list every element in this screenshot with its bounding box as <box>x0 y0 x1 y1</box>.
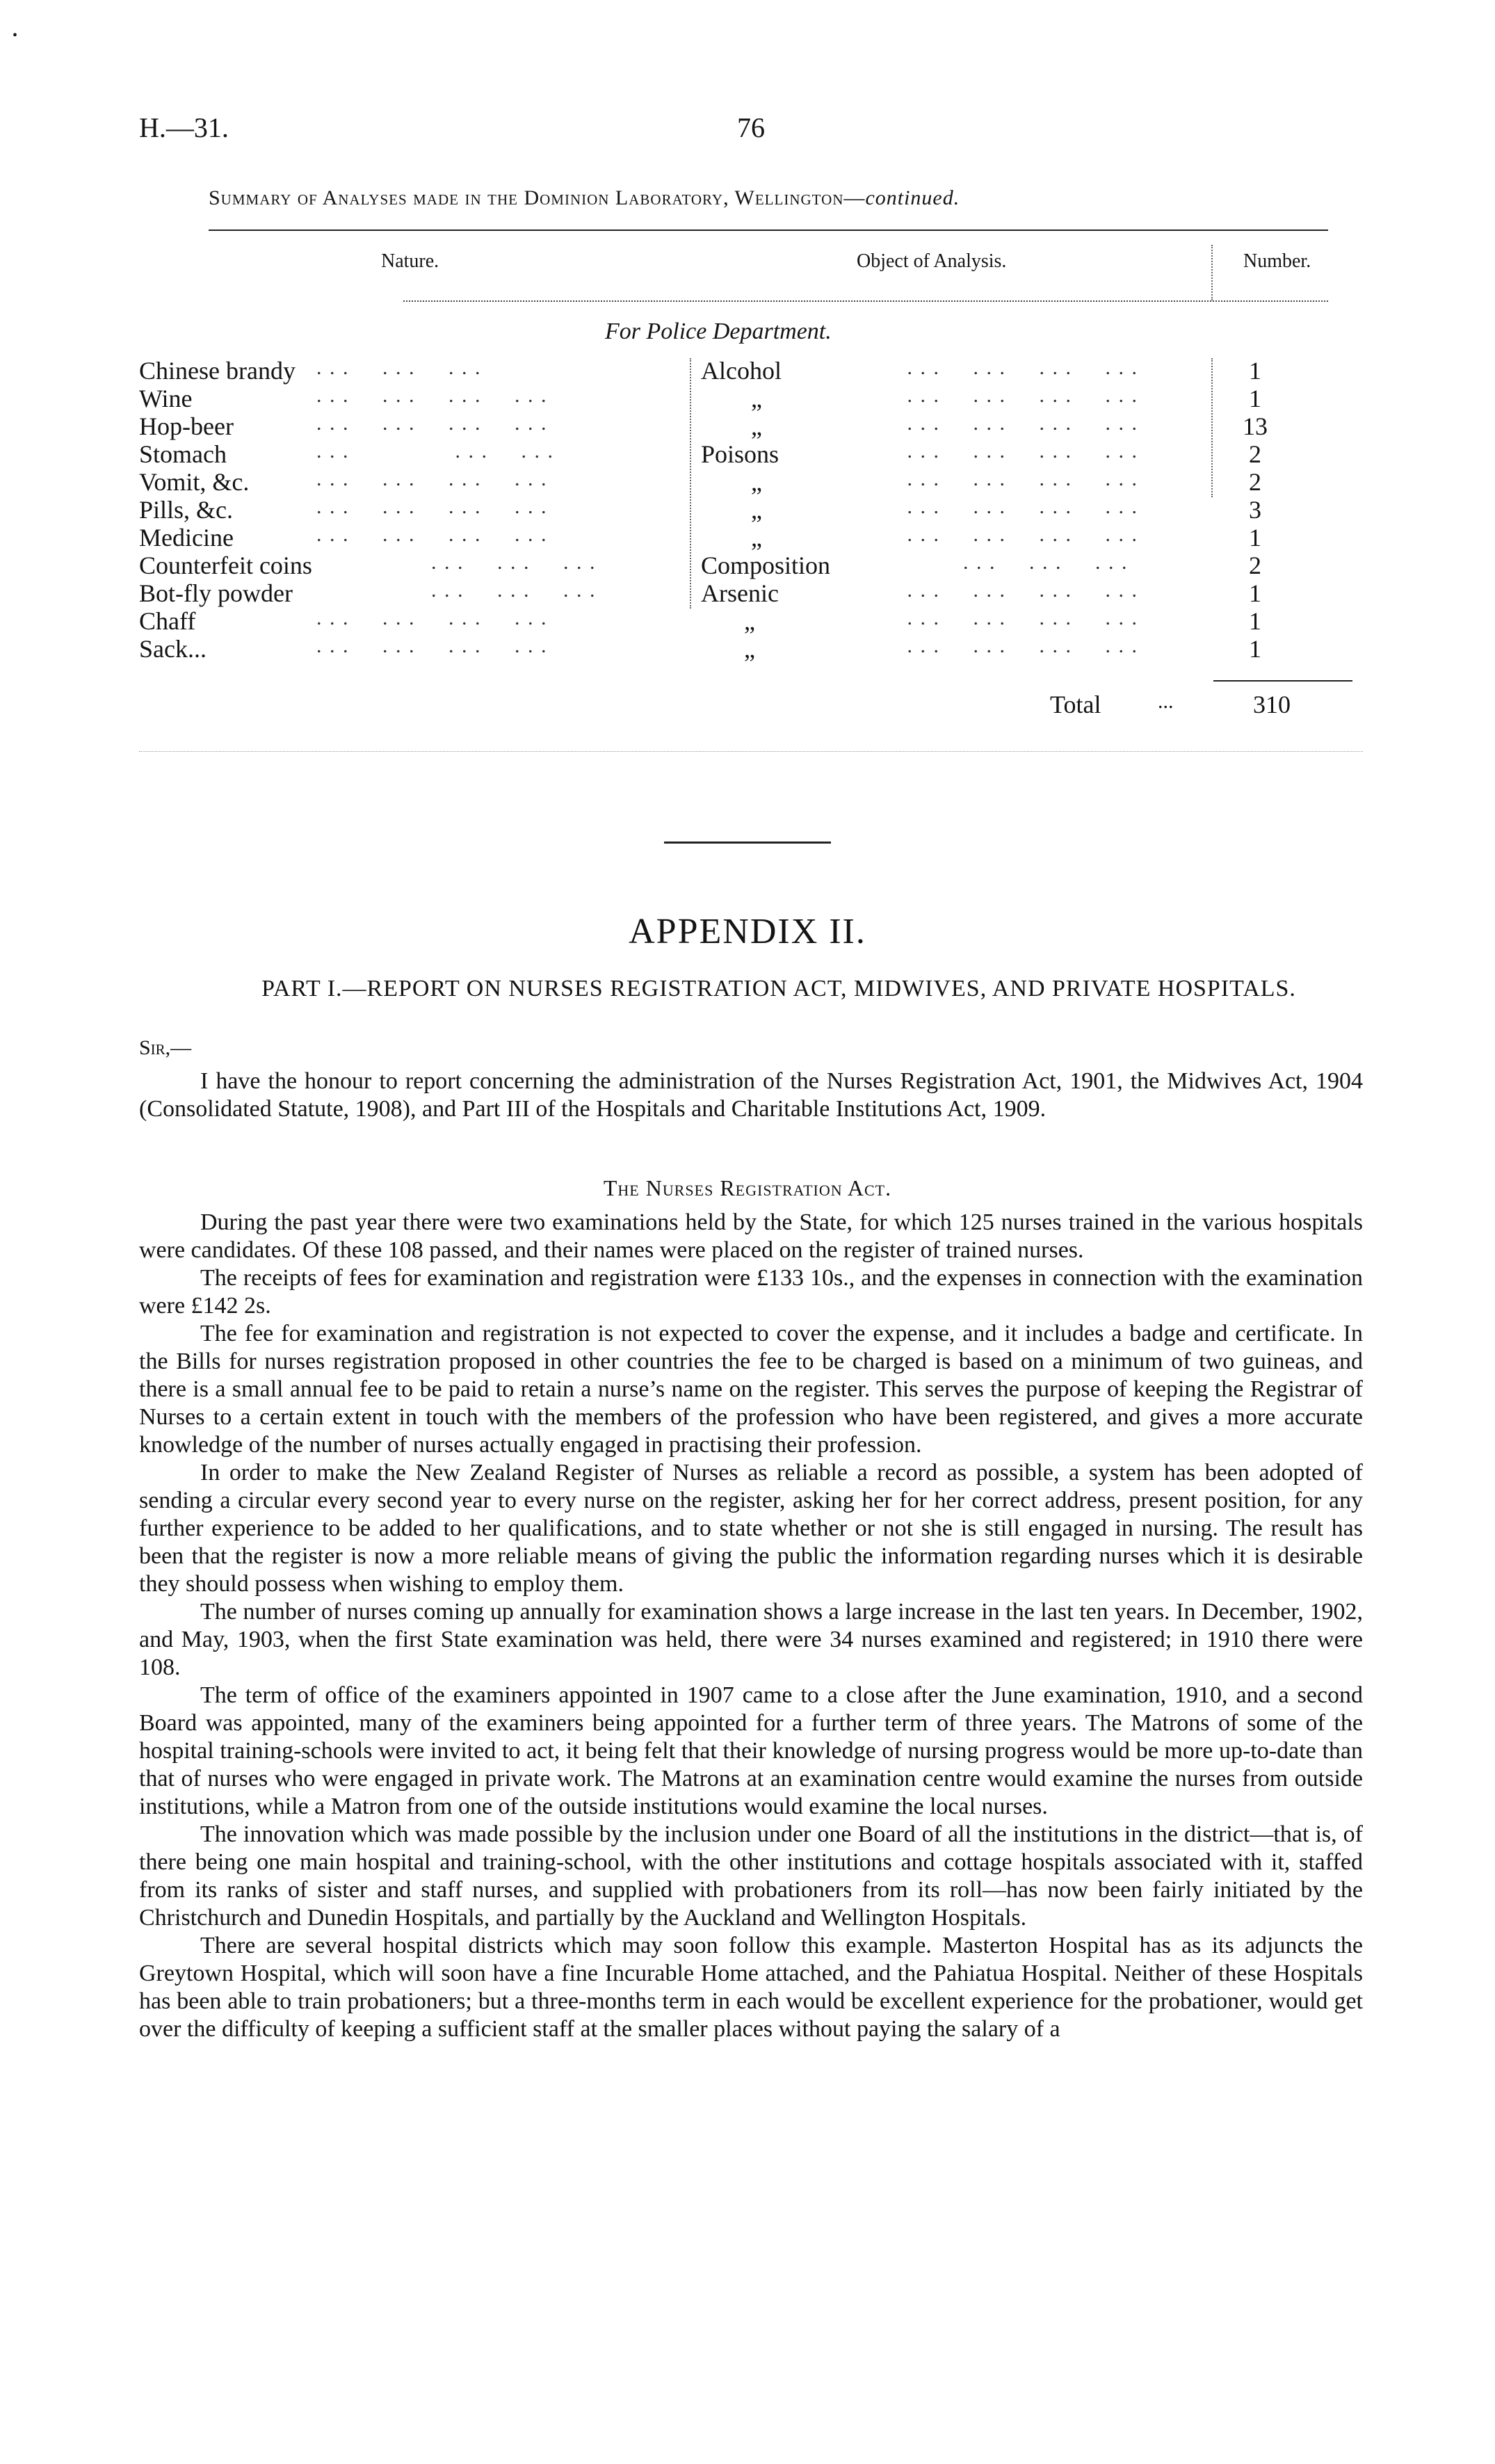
leader-dots: . . . . . . . . . . . . <box>834 634 1138 657</box>
section-divider <box>664 842 831 844</box>
object-cell: Alcohol <box>701 357 782 385</box>
leader-dots: . . . . . . . . . . . . <box>316 495 548 518</box>
leader-dots: . . . . . . . . . . . . <box>316 384 548 407</box>
table-row <box>139 440 1363 467</box>
number-cell: 2 <box>1249 440 1261 468</box>
nature-cell: Stomach <box>139 440 227 468</box>
table-row <box>139 579 1363 606</box>
table-row <box>139 551 1363 579</box>
leader-dots: . . . . . . . . . . . . <box>834 384 1138 407</box>
column-header-number: Number. <box>1243 250 1311 272</box>
header-rule <box>403 300 1328 302</box>
leader-dots: . . . . . . . . . . . . <box>834 412 1138 435</box>
leader-dots: . . . . . . . . . . . . <box>834 523 1138 546</box>
leader-dots: . . . . . . . . . . . . <box>316 606 548 629</box>
leader-dots: . . . . . . . . . . . . <box>834 606 1138 629</box>
table-top-rule <box>209 230 1328 231</box>
leader-dots: . . . . . . . . . . . . <box>316 523 548 546</box>
table-title-continued: continued. <box>865 186 960 209</box>
number-cell: 1 <box>1249 524 1261 551</box>
object-cell: „ <box>751 524 762 551</box>
table-row <box>139 523 1363 551</box>
table-title-main: Summary of Analyses made in the Dominion Laboratory, Wellington— <box>209 186 866 209</box>
nature-cell: Chinese brandy <box>139 357 296 385</box>
column-header-nature: Nature. <box>381 250 439 272</box>
object-cell: „ <box>751 496 762 524</box>
number-cell: 3 <box>1249 496 1261 524</box>
part-title: PART I.—REPORT ON NURSES REGISTRATION ACT, MIDWIVES, AND PRIVATE HOSPITALS. <box>261 976 1296 1001</box>
nature-cell: Counterfeit coins <box>139 551 312 579</box>
leader-dots: . . . . . . . . . <box>963 551 1129 574</box>
paragraph: The innovation which was made possible by the inclusion under one Board of all the institutions in the district—that is, of there being one main hospital and training-school, with the other institutions and cottage hospitals associated with it, staffed from its ranks of sister and staff nurses, and supplied with probationers from its roll—has now been fairly initiated by the Christchurch and Dunedin Hospitals, and partially by the Auckland and Wellington Hospitals. <box>139 1821 1363 1931</box>
number-cell: 1 <box>1249 357 1261 385</box>
table-title <box>209 186 1321 210</box>
total-rule <box>1213 680 1352 682</box>
paragraph: The term of office of the examiners appointed in 1907 came to a close after the June examination, 1910, and a second Board was appointed, many of the examiners being appointed for a further term of three years. The Matrons of some of the hospital training-schools were invited to act, it being felt that their knowledge of nursing progress would be more up-to-date than that of nurses who were engaged in private work. The Matrons at an examination centre would examine the nurses from outside institutions, while a Matron from one of the outside institutions would examine the local nurses. <box>139 1682 1363 1819</box>
table-row <box>139 467 1363 495</box>
nature-cell: Chaff <box>139 607 196 635</box>
table-row <box>139 384 1363 412</box>
table-row <box>139 412 1363 440</box>
paragraph: There are several hospital districts which may soon follow this example. Masterton Hospital has as its adjuncts the Greytown Hospital, which will soon have a fine Incurable Home attached, and the Pahiatua Hospital. Neither of these Hospitals has been able to train probationers; but a three-months term in each would be excellent experience for the probationer, would get over the difficulty of keeping a sufficient staff at the smaller places without paying the salary of a <box>139 1933 1363 2042</box>
number-cell: 2 <box>1249 551 1261 579</box>
leader-dots: . . . . . . . . . . . . <box>834 356 1138 379</box>
nature-cell: Wine <box>139 385 193 412</box>
report-body <box>139 1209 1363 2043</box>
paragraph: The number of nurses coming up annually for examination shows a large increase in the last ten years. In December, 1902, and May, 1903, when the first State examination was held, there were 34 nurses examined and registered; in 1910 there were 108. <box>139 1599 1363 1680</box>
section-heading: The Nurses Registration Act. <box>603 1175 892 1200</box>
total-leader-dots: ... <box>1158 690 1174 713</box>
leader-dots: . . . . . . . . . <box>316 356 482 379</box>
paragraph: During the past year there were two examinations held by the State, for which 125 nurses trained in the various hospitals were candidates. Of these 108 passed, and their names were placed on the register of trained nurses. <box>139 1209 1363 1263</box>
nature-cell: Pills, &c. <box>139 496 234 524</box>
margin-dot: • <box>13 28 18 43</box>
object-cell: Poisons <box>701 440 779 468</box>
faint-rule <box>139 751 1363 752</box>
number-cell: 1 <box>1249 385 1261 412</box>
leader-dots: . . . . . . . . . . . . <box>834 579 1138 602</box>
column-divider <box>1211 245 1213 300</box>
department-heading: For Police Department. <box>605 319 832 344</box>
nature-cell: Vomit, &c. <box>139 468 250 496</box>
table-row <box>139 606 1363 634</box>
number-cell: 2 <box>1249 468 1261 496</box>
table-row <box>139 634 1363 662</box>
leader-dots: . . . . . . . . . . . . <box>834 440 1138 462</box>
appendix-title: APPENDIX II. <box>629 912 866 951</box>
number-cell: 1 <box>1249 579 1261 607</box>
table-row <box>139 356 1363 384</box>
leader-dots: . . . . . . . . . . . . <box>316 467 548 490</box>
leader-dots: . . . . . . . . . <box>316 440 554 462</box>
total-value: 310 <box>1253 691 1291 718</box>
nature-cell: Sack... <box>139 635 207 663</box>
leader-dots: . . . . . . . . . . . . <box>834 495 1138 518</box>
leader-dots: . . . . . . . . . <box>431 551 597 574</box>
object-cell: „ <box>751 385 762 412</box>
object-cell: „ <box>744 635 755 663</box>
nature-cell: Bot-fly powder <box>139 579 293 607</box>
salutation: Sir,— <box>139 1036 192 1059</box>
table-row <box>139 495 1363 523</box>
paragraph: The receipts of fees for examination and registration were £133 10s., and the expenses in connection with the examination were £142 2s. <box>139 1265 1363 1319</box>
paragraph: The fee for examination and registration is not expected to cover the expense, and it includes a badge and certificate. In the Bills for nurses registration proposed in other countries the fee to be charged is based on a minimum of two guineas, and there is a small annual fee to be paid to retain a nurse’s name on the register. This serves the purpose of keeping the Registrar of Nurses to a certain extent in touch with the members of the profession who have been registered, and gives a more accurate knowledge of the number of nurses actually engaged in practising their profession. <box>139 1321 1363 1458</box>
leader-dots: . . . . . . . . . <box>431 579 597 602</box>
number-cell: 1 <box>1249 607 1261 635</box>
object-cell: „ <box>751 468 762 496</box>
column-header-object: Object of Analysis. <box>857 250 1007 272</box>
object-cell: Arsenic <box>701 579 779 607</box>
document-reference: H.—31. <box>139 112 229 143</box>
number-cell: 13 <box>1243 412 1268 440</box>
page-number: 76 <box>737 112 765 143</box>
object-cell: Composition <box>701 551 831 579</box>
total-label: Total <box>1050 691 1101 718</box>
paragraph: In order to make the New Zealand Register of Nurses as reliable a record as possible, a system has been adopted of sending a circular every second year to every nurse on the register, asking her for her correct address, present position, for any further experience to be added to her qualifications, and to state whether or not she is still engaged in nursing. The result has been that the register is now a more reliable means of giving the public the information regarding nurses which it is desirable they should possess when wishing to employ them. <box>139 1460 1363 1597</box>
number-cell: 1 <box>1249 635 1261 663</box>
nature-cell: Hop-beer <box>139 412 234 440</box>
leader-dots: . . . . . . . . . . . . <box>316 634 548 657</box>
leader-dots: . . . . . . . . . . . . <box>834 467 1138 490</box>
intro-text: I have the honour to report concerning the administration of the Nurses Registration Act, 1901, the Midwives Act, 1904 (Consolidated Statute, 1908), and Part III of the Hospitals and Charitable Institutions Act, 1909. <box>139 1068 1363 1122</box>
object-cell: „ <box>751 412 762 440</box>
nature-cell: Medicine <box>139 524 234 551</box>
intro-paragraph <box>139 1068 1363 1123</box>
object-cell: „ <box>744 607 755 635</box>
leader-dots: . . . . . . . . . . . . <box>316 412 548 435</box>
